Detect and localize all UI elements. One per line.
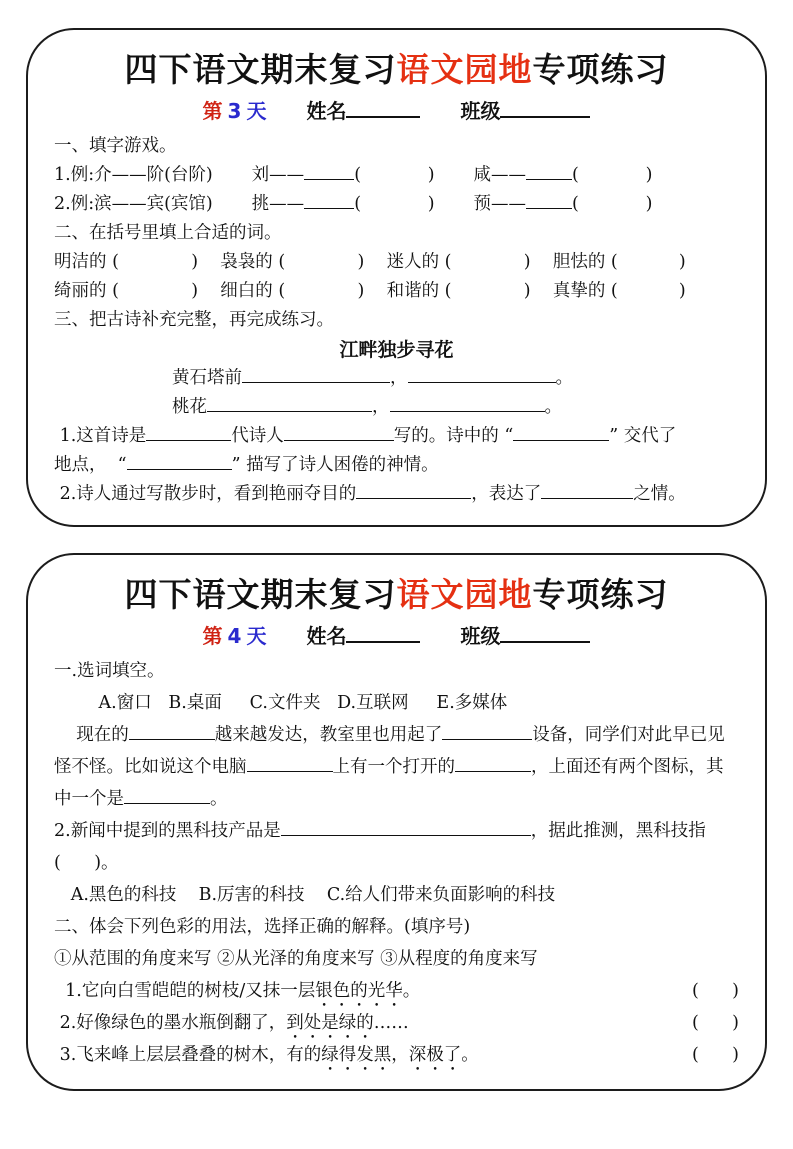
day-label — [203, 95, 267, 124]
line-text: 中一个是 — [54, 789, 124, 809]
name-blank — [346, 114, 420, 118]
line-text: 怪不怪。比如说这个电脑 — [54, 757, 247, 777]
line-text: ( ) — [691, 1013, 739, 1033]
exercise-line — [54, 335, 739, 364]
class-field — [460, 620, 590, 649]
exercise-line — [54, 881, 739, 913]
title-pre: 四下语文期末复习 — [124, 50, 397, 89]
line-text: 二、体会下列色彩的用法，选择正确的解释。(填序号) — [54, 917, 471, 937]
worksheet-panel-day3 — [26, 28, 767, 527]
exercise-body-day3 — [54, 132, 739, 509]
fill-blank — [207, 410, 372, 412]
exercise-line — [54, 849, 739, 881]
line-text: 绮丽的 ( ) 细白的 ( ) 和谐的 ( ) 真挚的 ( ) — [54, 281, 686, 301]
line-text: ， — [391, 1045, 409, 1065]
title-highlight: 语文园地 — [396, 50, 533, 89]
exercise-line — [54, 451, 739, 480]
fill-blank — [304, 178, 354, 180]
fill-blank — [442, 738, 532, 740]
line-text: 。 — [461, 1045, 479, 1065]
name-blank — [346, 639, 420, 643]
worksheet-panel-day4 — [26, 553, 767, 1091]
line-text: ( )。 — [54, 853, 119, 873]
line-text: 。 — [210, 789, 228, 809]
title-highlight: 语文园地 — [396, 575, 533, 614]
line-text: ( ) — [691, 1045, 739, 1065]
class-blank — [500, 114, 590, 118]
name-field — [306, 620, 420, 649]
exercise-body-day4 — [54, 657, 739, 1073]
line-text: ， — [390, 368, 408, 388]
line-text: 明洁的 ( ) 袅袅的 ( ) 迷人的 ( ) 胆怯的 ( ) — [54, 252, 686, 272]
day-header — [54, 95, 739, 124]
fill-blank — [526, 207, 572, 209]
exercise-line — [54, 132, 739, 161]
line-text: 2.新闻中提到的黑科技产品是 — [54, 821, 281, 841]
day-number: 4 — [227, 624, 242, 648]
line-text: ①从范围的角度来写 ②从光泽的角度来写 ③从程度的角度来写 — [54, 949, 538, 969]
line-text: 2.诗人通过写散步时，看到艳丽夺目的 — [54, 484, 357, 504]
exercise-line — [54, 945, 739, 977]
line-text: 设备，同学们对此早已见 — [532, 725, 725, 745]
fill-blank — [127, 468, 232, 470]
line-text: 桃花 — [172, 397, 207, 417]
class-field-label: 班级 — [460, 624, 501, 648]
line-text: 上有一个打开的 — [332, 757, 455, 777]
line-text: 之情。 — [633, 484, 686, 504]
fill-blank — [304, 207, 354, 209]
class-blank — [500, 639, 590, 643]
line-text: 3.飞来峰上层层叠叠的树木，有的 — [54, 1045, 322, 1065]
name-field-label: 姓名 — [306, 624, 347, 648]
line-text: ” 交代了 — [609, 426, 677, 446]
line-text: ” 描写了诗人困倦的神情。 — [231, 455, 439, 475]
emphasis-text: 银色的光华 — [315, 981, 403, 1001]
line-text: 1.例:介——阶(台阶) 刘—— — [54, 165, 305, 185]
line-text: …… — [373, 1013, 409, 1033]
line-text: ( ) 咸—— — [354, 165, 527, 185]
line-text: 一、填字游戏。 — [54, 136, 177, 156]
exercise-line — [54, 422, 739, 451]
exercise-line — [54, 219, 739, 248]
line-text: ， — [372, 397, 390, 417]
exercise-line — [54, 817, 739, 849]
line-text: 2.例:滨——宾(宾馆) 挑—— — [54, 194, 305, 214]
line-text: ( ) — [572, 165, 653, 185]
title-pre: 四下语文期末复习 — [124, 575, 397, 614]
exercise-line — [54, 248, 739, 277]
day-suffix: 天 — [246, 624, 267, 648]
fill-blank — [513, 439, 609, 441]
line-text: ( ) 预—— — [354, 194, 527, 214]
exercise-line — [54, 753, 739, 785]
fill-blank — [129, 738, 215, 740]
exercise-line — [54, 393, 739, 422]
name-field-label: 姓名 — [306, 99, 347, 123]
line-text: ，表达了 — [471, 484, 542, 504]
exercise-line — [54, 480, 739, 509]
exercise-line — [54, 1041, 739, 1073]
emphasis-text: 到处是绿的 — [286, 1013, 374, 1033]
title-post: 专项练习 — [532, 575, 669, 614]
title-post: 专项练习 — [532, 50, 669, 89]
line-text: 。 — [555, 368, 573, 388]
line-text: 代诗人 — [231, 426, 284, 446]
line-text: ，上面还有两个图标，其 — [531, 757, 724, 777]
line-text: A.黑色的科技 B.厉害的科技 C.给人们带来负面影响的科技 — [54, 885, 556, 905]
fill-blank — [284, 439, 394, 441]
line-text: 江畔独步寻花 — [339, 339, 454, 361]
day-label — [203, 620, 267, 649]
line-text: 地点， “ — [54, 455, 127, 475]
line-text: 。 — [402, 981, 421, 1001]
fill-blank — [146, 439, 231, 441]
fill-blank — [455, 770, 531, 772]
line-text: 一.选词填空。 — [54, 661, 165, 681]
exercise-line — [54, 277, 739, 306]
emphasis-text: 深极了 — [408, 1045, 462, 1065]
fill-blank — [124, 802, 210, 804]
exercise-line — [54, 190, 739, 219]
line-text: 1.它向白雪皑皑的树枝/又抹一层 — [54, 981, 316, 1001]
fill-blank — [526, 178, 572, 180]
emphasis-text: 绿得发黑 — [321, 1045, 392, 1065]
exercise-line — [54, 364, 739, 393]
name-field — [306, 95, 420, 124]
fill-blank — [356, 497, 471, 499]
line-text: 。 — [544, 397, 562, 417]
panel-title — [54, 44, 739, 91]
line-text: 现在的 — [54, 725, 129, 745]
day-prefix: 第 — [202, 624, 223, 648]
exercise-line — [54, 1009, 739, 1041]
line-text: ( ) — [572, 194, 653, 214]
exercise-line — [54, 306, 739, 335]
panel-title — [54, 569, 739, 616]
class-field-label: 班级 — [460, 99, 501, 123]
day-prefix: 第 — [202, 99, 223, 123]
line-text: 2.好像绿色的墨水瓶倒翻了， — [54, 1013, 287, 1033]
exercise-line — [54, 161, 739, 190]
day-suffix: 天 — [246, 99, 267, 123]
exercise-line — [54, 657, 739, 689]
line-text: ( ) — [691, 981, 739, 1001]
fill-blank — [390, 410, 545, 412]
exercise-line — [54, 689, 739, 721]
fill-blank — [541, 497, 633, 499]
line-text: 三、把古诗补充完整，再完成练习。 — [54, 310, 334, 330]
line-text: 1.这首诗是 — [54, 426, 147, 446]
line-text: A.窗口 B.桌面 C.文件夹 D.互联网 E.多媒体 — [54, 693, 508, 713]
exercise-line — [54, 721, 739, 753]
class-field — [460, 95, 590, 124]
line-text: ，据此推测，黑科技指 — [530, 821, 706, 841]
fill-blank — [408, 381, 556, 383]
fill-blank — [242, 381, 390, 383]
fill-blank — [281, 834, 531, 836]
line-text: 写的。诗中的 “ — [393, 426, 514, 446]
exercise-line — [54, 913, 739, 945]
line-text: 越来越发达，教室里也用起了 — [214, 725, 443, 745]
fill-blank — [247, 770, 333, 772]
day-header — [54, 620, 739, 649]
day-number: 3 — [227, 99, 242, 123]
line-text: 黄石塔前 — [172, 368, 242, 388]
exercise-line — [54, 785, 739, 817]
line-text: 二、在括号里填上合适的词。 — [54, 223, 282, 243]
exercise-line — [54, 977, 739, 1009]
